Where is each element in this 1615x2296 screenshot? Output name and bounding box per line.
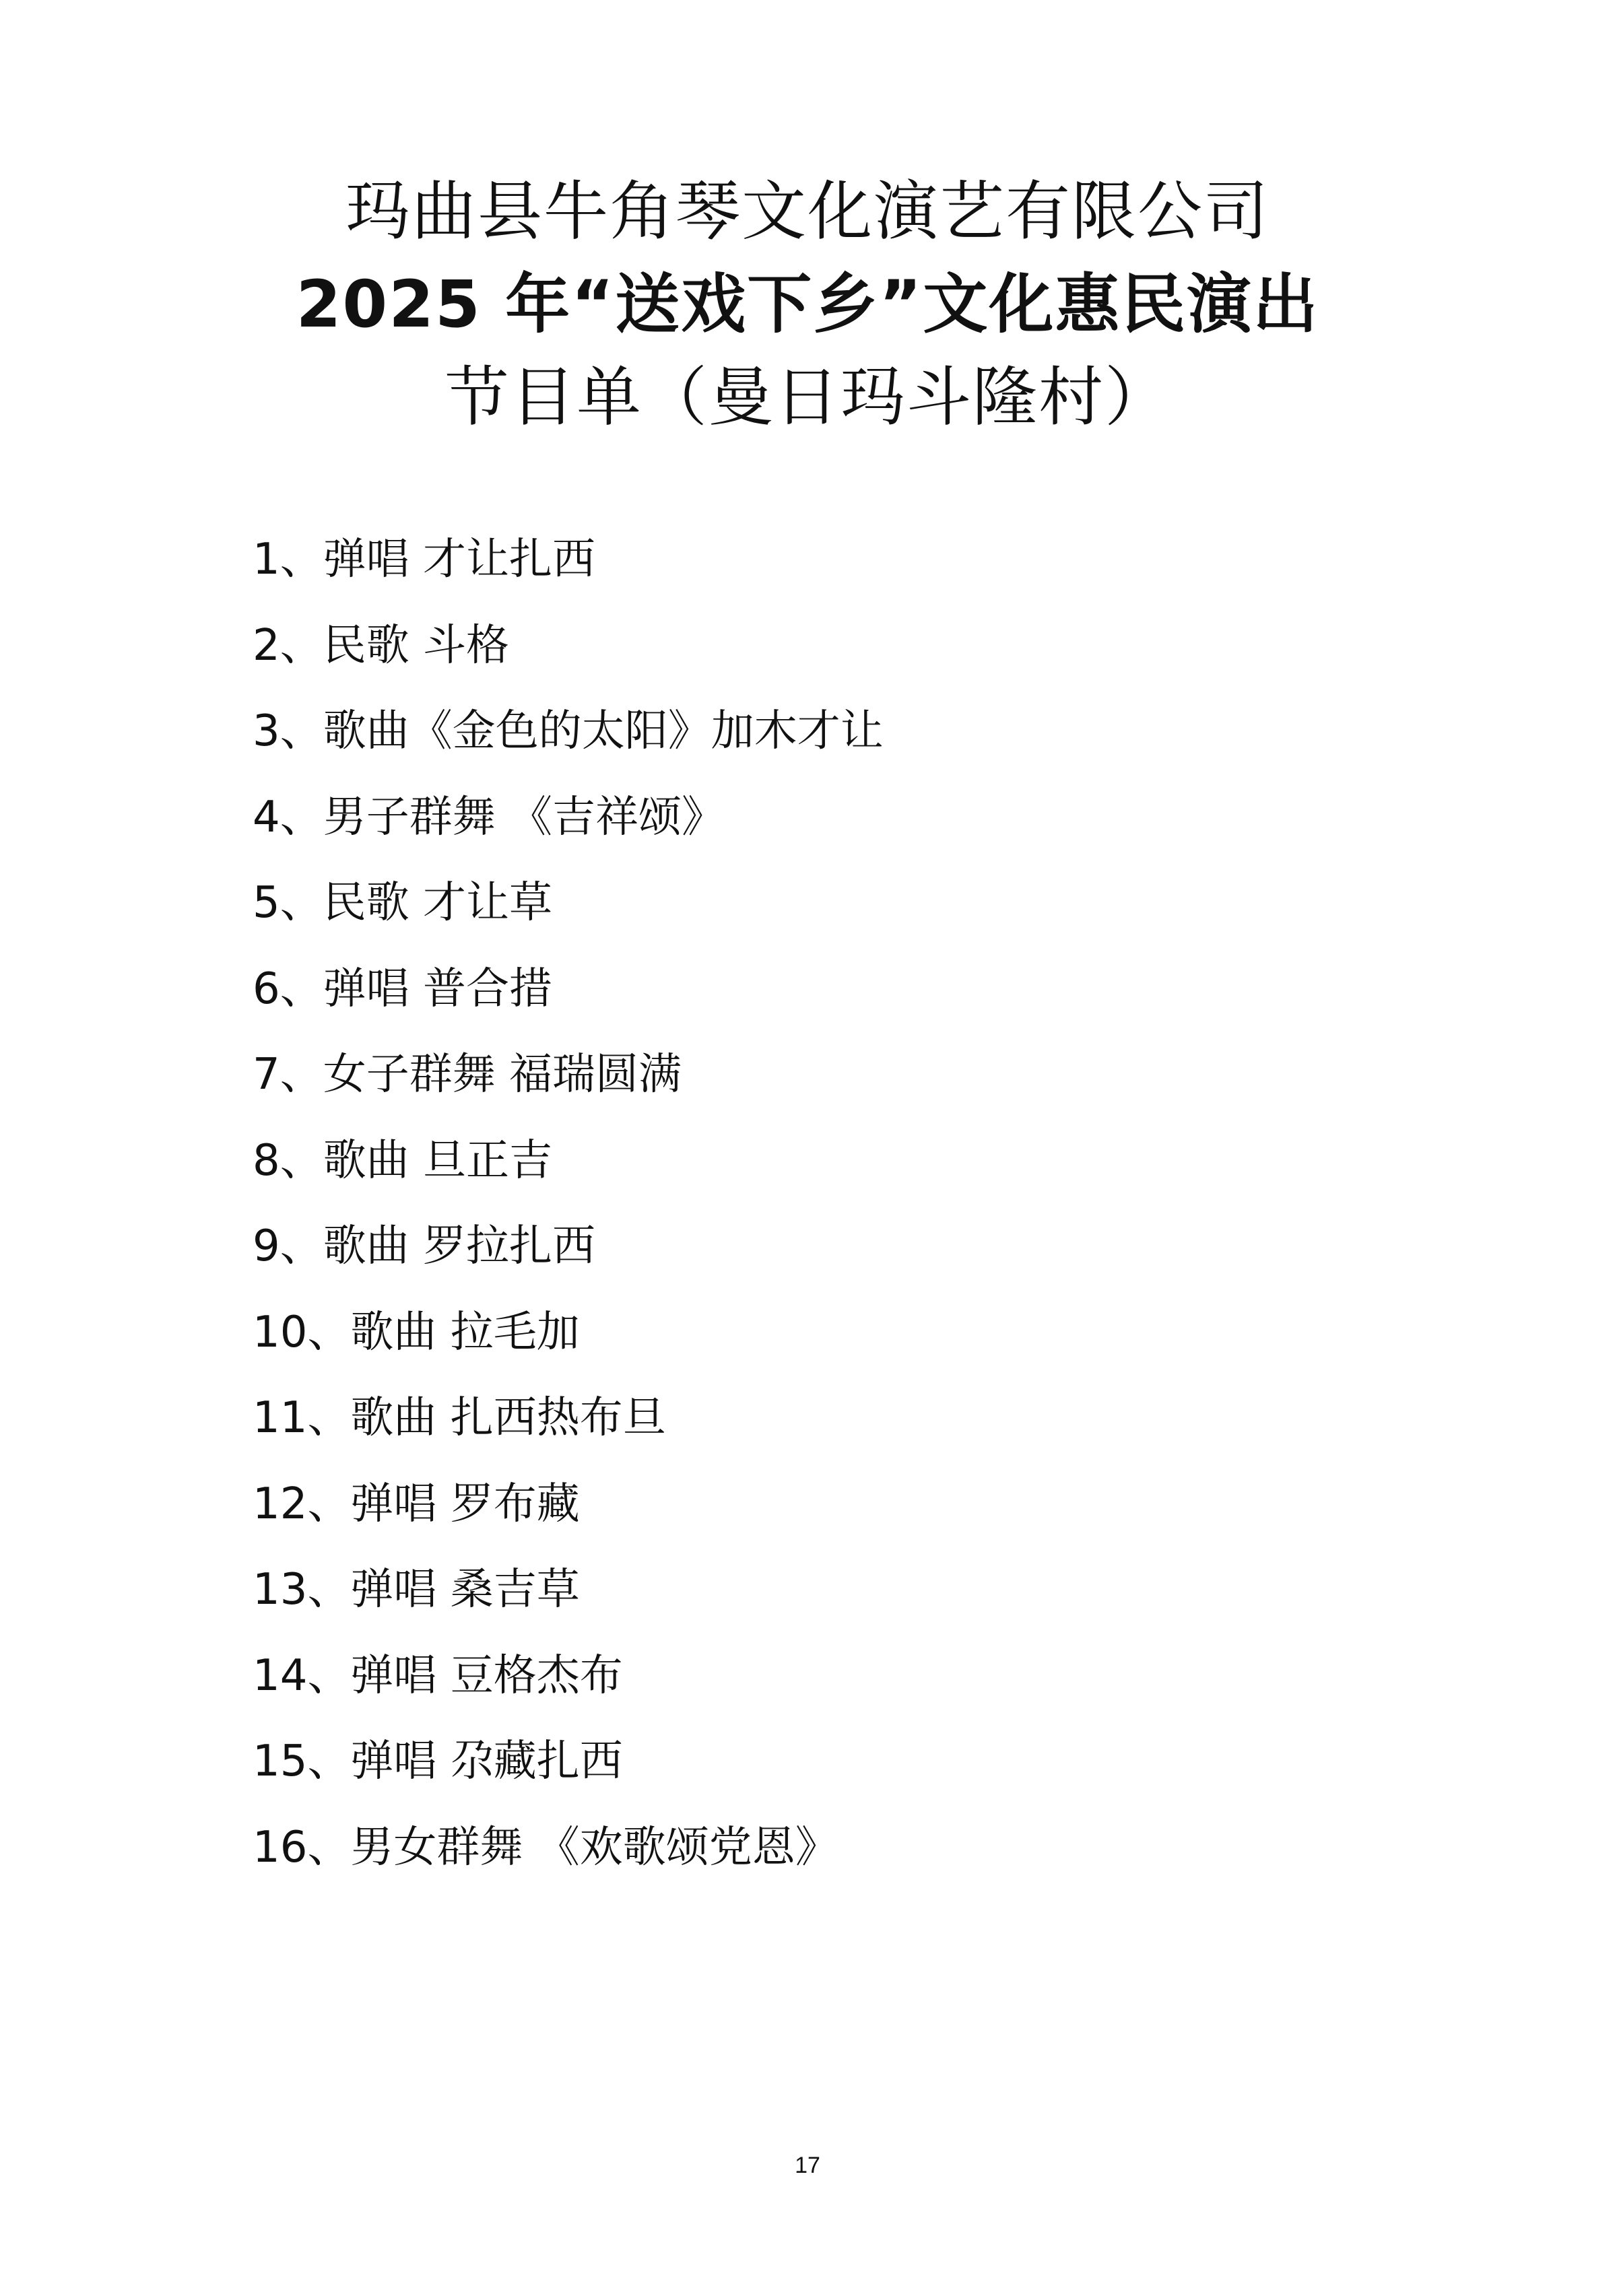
program-item: 8、歌曲 旦正吉	[253, 1135, 553, 1186]
page-number: 17	[795, 2153, 820, 2178]
program-item: 16、男女群舞 《欢歌颂党恩》	[253, 1822, 838, 1872]
title-line-program-venue: 节目单（曼日玛斗隆村）	[444, 360, 1171, 435]
title-line-company: 玛曲县牛角琴文化演艺有限公司	[345, 174, 1270, 249]
program-item: 4、男子群舞 《吉祥颂》	[253, 792, 725, 842]
program-item: 13、弹唱 桑吉草	[253, 1565, 580, 1615]
program-item: 12、弹唱 罗布藏	[253, 1479, 580, 1529]
program-item: 2、民歌 斗格	[253, 620, 510, 671]
program-item: 6、弹唱 普合措	[253, 964, 553, 1014]
program-list	[253, 529, 1532, 1903]
program-item: 9、歌曲 罗拉扎西	[253, 1221, 596, 1271]
document-title	[0, 165, 1615, 444]
program-item: 10、歌曲 拉毛加	[253, 1307, 580, 1357]
title-line-event: 2025 年“送戏下乡”文化惠民演出	[296, 267, 1319, 342]
program-item: 1、弹唱 才让扎西	[253, 535, 596, 584]
program-item: 11、歌曲 扎西热布旦	[253, 1393, 666, 1443]
program-item: 14、弹唱 豆格杰布	[253, 1650, 623, 1701]
program-item: 5、民歌 才让草	[253, 878, 553, 928]
program-item: 7、女子群舞 福瑞圆满	[253, 1050, 682, 1100]
program-item: 15、弹唱 尕藏扎西	[253, 1736, 623, 1786]
program-item: 3、歌曲《金色的太阳》加木才让	[253, 706, 884, 756]
